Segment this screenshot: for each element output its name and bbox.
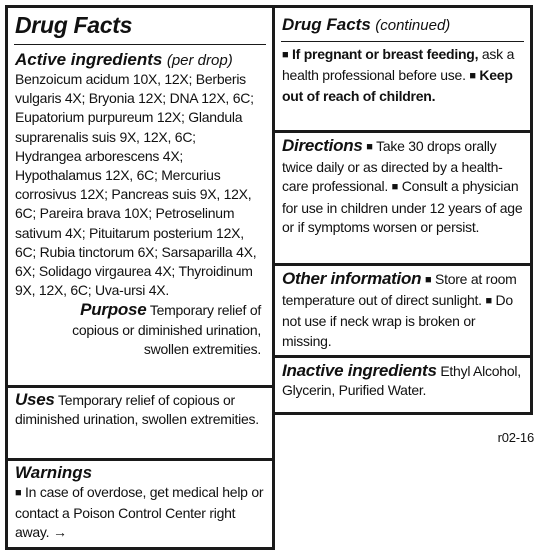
other-info-section	[275, 269, 530, 351]
uses-text: Temporary relief of copious or diminished urination, swollen extremities.	[15, 392, 259, 428]
other-info-text-2: Do not use if neck wrap is broken or missing.	[282, 292, 513, 349]
pregnancy-section	[275, 45, 530, 107]
bullet-icon: ■	[282, 49, 289, 61]
drug-facts-title-section	[8, 12, 272, 38]
purpose-text: Temporary relief of copious or diminished urination, swollen extremities.	[72, 302, 261, 357]
continued-rule	[281, 41, 524, 42]
directions-heading: Directions	[282, 136, 363, 155]
active-ingredients-per-drop: (per drop)	[166, 52, 233, 69]
directions-text-2: Consult a physician for use in children under 12 years of age or if symptoms worsen or persist.	[282, 178, 523, 235]
inactive-text: Ethyl Alcohol, Glycerin, Purified Water.	[282, 363, 521, 399]
active-ingredients-text: Benzoicum acidum 10X, 12X; Berberis vulgaris 4X; Bryonia 12X; DNA 12X, 6C; Eupatorium purpureum 12X; Glandula suprarenalis suis 9X, 12X, 6C; Hydrangea arborescens 4X; Hypothalamus 12X, 6C; Mercurius corrosivus 12X; Pancreas suis 9X, 12X, 6C; Pareira brava 10X; Petroselinum sativum 4X; Pituitarum posterium 12X, 6C; Rubia tinctorum 6X; Sarsaparilla 4X, 6X; Solidago virgaurea 4X; Thyroidinum 9X, 12X, 6C; Uva-ursi 4X.	[15, 71, 257, 299]
bullet-icon: ■	[391, 181, 399, 194]
continued-suffix: (continued)	[375, 17, 451, 34]
drug-facts-left-panel	[5, 5, 275, 550]
pregnant-warning-text: ask a health professional before use.	[282, 46, 515, 84]
directions-divider	[275, 130, 530, 133]
warnings-divider	[8, 458, 272, 461]
bullet-icon: ■	[15, 487, 22, 499]
purpose-block	[15, 300, 265, 359]
bullet-icon: ■	[485, 295, 492, 308]
pregnant-warning-bold: If pregnant or breast feeding,	[292, 46, 479, 62]
title-rule	[14, 44, 266, 45]
directions-text-1: Take 30 drops orally twice daily or as directed by a health-care professional.	[282, 138, 503, 195]
active-ingredients-heading: Active ingredients	[15, 50, 163, 69]
inactive-divider	[275, 355, 530, 358]
other-info-heading: Other information	[282, 269, 422, 288]
uses-divider	[8, 385, 272, 388]
continued-heading: Drug Facts	[282, 15, 371, 34]
keep-out-of-reach: Keep out of reach of children.	[282, 67, 513, 105]
directions-section	[275, 136, 530, 237]
warnings-heading: Warnings	[15, 463, 93, 482]
inactive-heading: Inactive ingredients	[282, 361, 437, 380]
inactive-section	[275, 361, 530, 400]
bullet-icon: ■	[424, 274, 432, 286]
bullet-icon: ■	[469, 70, 476, 83]
drug-facts-title: Drug Facts	[15, 12, 133, 38]
bullet-icon: ■	[366, 141, 373, 153]
other-info-divider	[275, 263, 530, 266]
purpose-heading: Purpose	[80, 300, 147, 320]
drug-facts-right-panel	[275, 5, 533, 415]
warnings-text: In case of overdose, get medical help or contact a Poison Control Center right away.	[15, 484, 264, 541]
warnings-section	[8, 463, 272, 543]
active-ingredients-section	[8, 50, 272, 359]
uses-section	[8, 390, 272, 429]
continue-arrow-icon: →	[52, 524, 67, 541]
continued-section	[275, 15, 530, 35]
other-info-text-1: Store at room temperature out of direct sunlight.	[282, 271, 517, 309]
uses-heading: Uses	[15, 390, 55, 409]
revision-code: r02-16	[497, 430, 534, 445]
